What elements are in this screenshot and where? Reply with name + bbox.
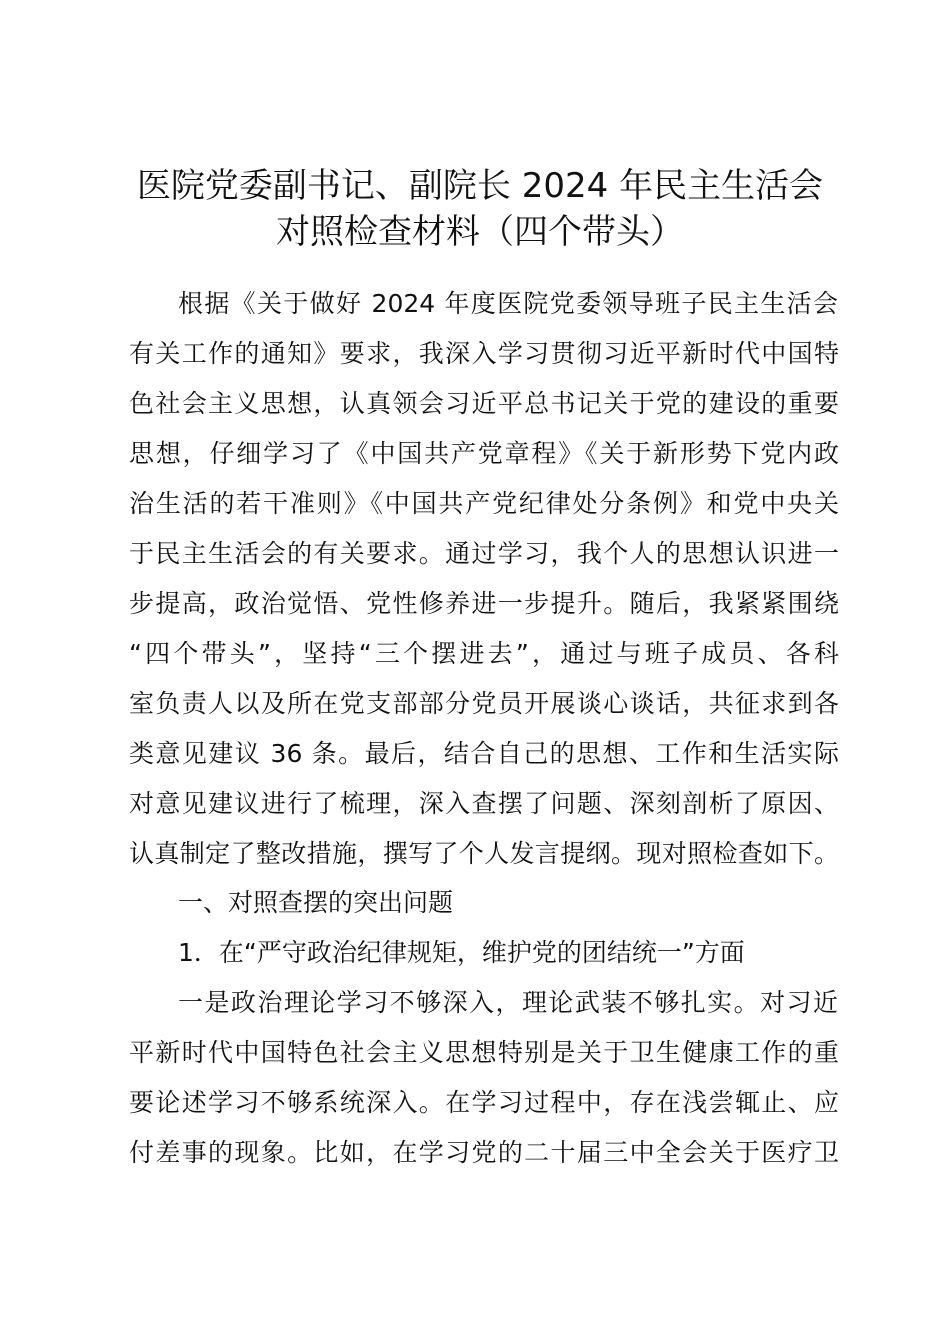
paragraph-line: 有关工作的通知》要求，我深入学习贯彻习近平新时代中国特 bbox=[129, 339, 839, 368]
paragraph-line: 室负责人以及所在党支部部分党员开展谈心谈话，共征求到各 bbox=[129, 689, 839, 718]
paragraph-line: 一是政治理论学习不够深入，理论武装不够扎实。对习近 bbox=[178, 988, 838, 1017]
paragraph-line: 认真制定了整改措施，撰写了个人发言提纲。现对照检查如下。 bbox=[129, 839, 839, 868]
paragraph-line: 对意见建议进行了梳理，深入查摆了问题、深刻剖析了原因、 bbox=[129, 789, 839, 818]
paragraph-line: 根据《关于做好 2024 年度医院党委领导班子民主生活会 bbox=[178, 289, 838, 318]
paragraph-line: 色社会主义思想，认真领会习近平总书记关于党的建设的重要 bbox=[129, 389, 839, 418]
paragraph-line: 治生活的若干准则》《中国共产党纪律处分条例》和党中央关 bbox=[129, 489, 839, 518]
document-title-line-2: 对照检查材料（四个带头） bbox=[276, 212, 684, 252]
paragraph-line: 于民主生活会的有关要求。通过学习，我个人的思想认识进一 bbox=[129, 539, 839, 568]
paragraph-line: 思想，仔细学习了《中国共产党章程》《关于新形势下党内政 bbox=[129, 439, 839, 468]
subsection-heading: 1．在“严守政治纪律规矩，维护党的团结统一”方面 bbox=[178, 938, 745, 967]
section-heading: 一、对照查摆的突出问题 bbox=[178, 888, 454, 917]
paragraph-line: 类意见建议 36 条。最后，结合自己的思想、工作和生活实际 bbox=[129, 739, 839, 768]
paragraph-line: 付差事的现象。比如，在学习党的二十届三中全会关于医疗卫 bbox=[129, 1138, 839, 1167]
paragraph-line: 步提高，政治觉悟、党性修养进一步提升。随后，我紧紧围绕 bbox=[129, 589, 839, 618]
document-title-line-1: 医院党委副书记、副院长 2024 年民主生活会 bbox=[136, 166, 824, 206]
paragraph-line: 要论述学习不够系统深入。在学习过程中，存在浅尝辄止、应 bbox=[129, 1088, 839, 1117]
paragraph-line: “四个带头”，坚持“三个摆进去”，通过与班子成员、各科 bbox=[129, 639, 839, 668]
paragraph-line: 平新时代中国特色社会主义思想特别是关于卫生健康工作的重 bbox=[129, 1038, 839, 1067]
